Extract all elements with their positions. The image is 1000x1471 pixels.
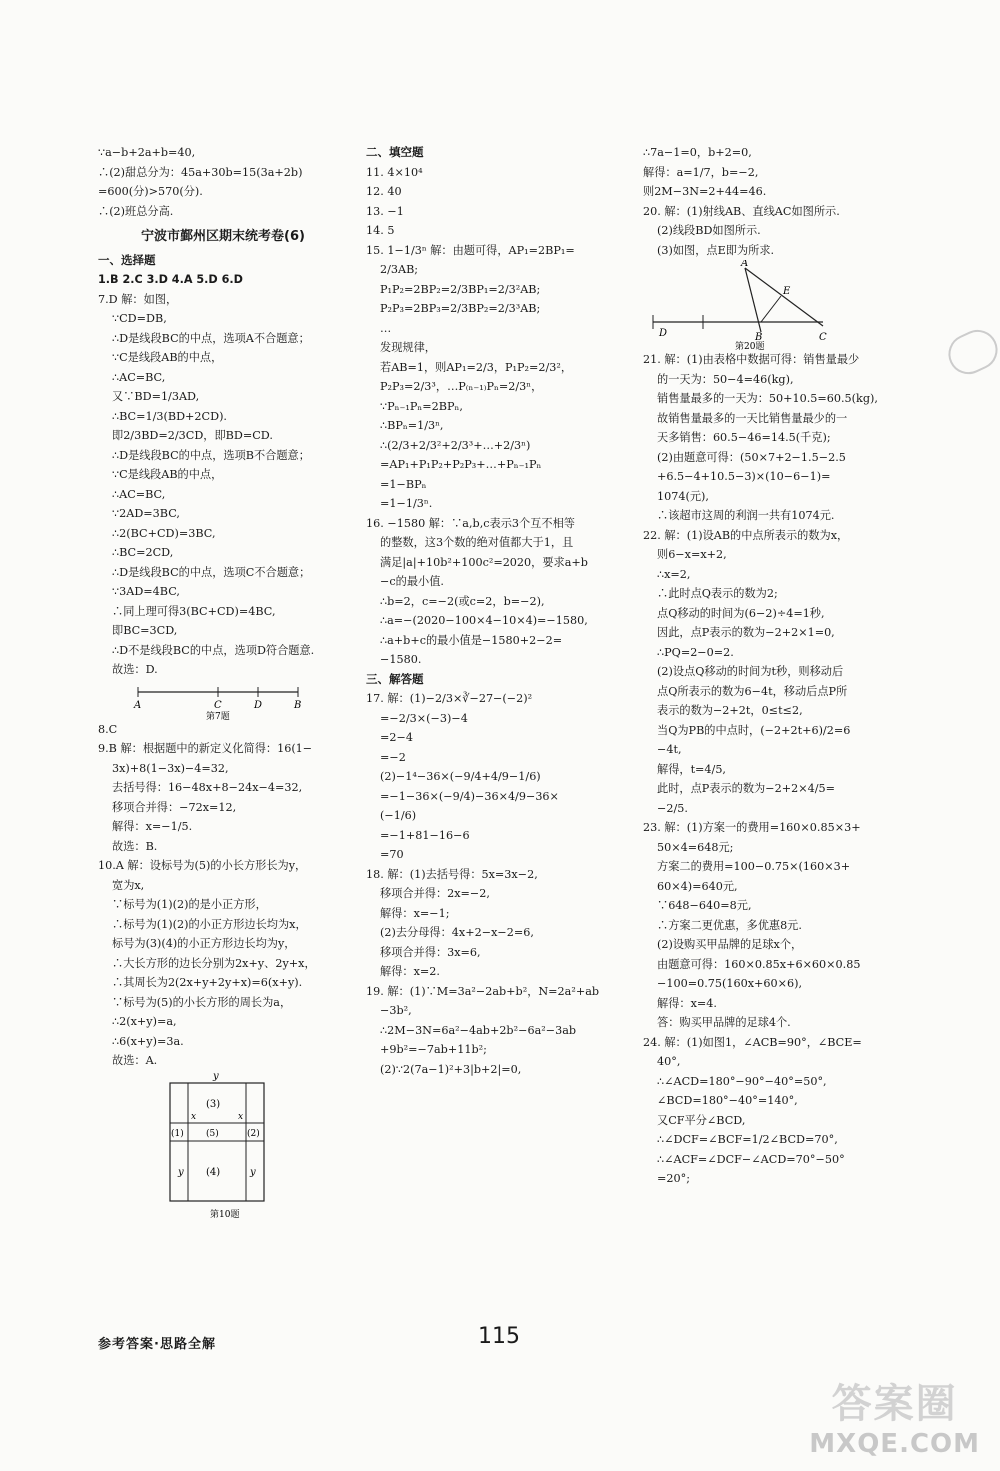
fig10-x-1: x	[191, 1111, 197, 1122]
question-9	[98, 739, 348, 856]
text-line: 解得：x=−1/5.	[112, 820, 193, 833]
fig10-y-left: y	[178, 1166, 184, 1178]
text-line: ∴(2/3+2/3²+2/3³+…+2/3ⁿ)	[380, 438, 531, 452]
text-line: =20°;	[657, 1172, 690, 1185]
question-22	[643, 526, 883, 819]
text-line: ∴该超市这周的利润一共有1074元.	[657, 509, 835, 522]
watermark	[809, 1372, 980, 1459]
text-line: ∴标号为(1)(2)的小正方形边长均为x，	[112, 917, 307, 931]
exam-title: 宁波市鄞州区期末统考卷(6)	[141, 229, 305, 244]
text-line: ∴其周长为2(2x+y+2y+x)=6(x+y).	[112, 976, 303, 989]
question-19	[366, 982, 616, 1080]
text-line: =−2/3×(−3)−4	[380, 711, 468, 725]
text-line: 天多销售：60.5−46=14.5(千克);	[657, 431, 831, 444]
text-line: 的整数，这3个数的绝对值都大于1，且	[380, 536, 574, 549]
text-line: 解得，t=4/5,	[657, 762, 726, 776]
text-line: 发现规律，	[380, 341, 436, 354]
text-line: +6.5−4+10.5−3)×(10−6−1)=	[657, 470, 831, 483]
watermark-url: MXQE.COM	[809, 1429, 980, 1459]
text-line: 方案二的费用=100−0.75×(160×3+	[657, 860, 851, 873]
text-line: ∴BC=1/3(BD+2CD).	[112, 409, 227, 423]
text-line: 解得：x=4.	[657, 996, 717, 1010]
page-number: 115	[478, 1324, 520, 1349]
text-line: −3b²,	[380, 1004, 412, 1017]
text-line: 销售量最多的一天为：50+10.5=60.5(kg),	[657, 392, 878, 405]
text-line: =−1+81−16−6	[380, 828, 470, 842]
figure-20-svg	[643, 260, 883, 350]
text-line: 11. 4×10⁴	[366, 165, 423, 179]
fig7-label-d: D	[254, 699, 263, 711]
text-line: ∴x=2,	[657, 567, 691, 581]
text-line: ∴D不是线段BC的中点，选项D符合题意.	[112, 643, 315, 657]
text-line: 3x)+8(1−3x)−4=32,	[112, 761, 229, 775]
text-line: ∵标号为(5)的小长方形的周长为a，	[112, 995, 292, 1009]
text-line: =70	[380, 848, 404, 861]
text-line: −4t,	[657, 743, 682, 756]
text-line: 又CF平分∠BCD,	[657, 1113, 746, 1127]
fig7-label-c: C	[214, 699, 222, 711]
text-line: ∵标号为(1)(2)的是小正方形，	[112, 898, 267, 911]
text-line: 又∵BD=1/3AD,	[112, 390, 200, 403]
text-line: P₂P₃=2/3³，…P₍ₙ₋₁₎Pₙ=2/3ⁿ，	[380, 380, 543, 393]
text-line: (2)去分母得：4x+2−x−2=6,	[380, 926, 534, 939]
text-line: −2/5.	[657, 801, 688, 815]
text-line: ∵C是线段AB的中点，	[112, 468, 223, 481]
text-line: 17. 解：(1)−2/3×∛−27−(−2)²	[366, 692, 533, 705]
question-16	[366, 514, 616, 670]
text-line: +9b²=−7ab+11b²;	[380, 1043, 487, 1056]
text-line: 故选：A.	[112, 1054, 158, 1067]
text-line: ∴2(x+y)=a,	[112, 1015, 177, 1028]
text-line: ∴D是线段BC的中点，选项A不合题意；	[112, 331, 310, 345]
text-line: 解得：x=−1;	[380, 906, 450, 920]
text-line: 解得：a=1/7，b=−2,	[643, 165, 759, 179]
text-line: ∴7a−1=0，b+2=0,	[643, 146, 752, 159]
text-line: 16. −1580 解：∵a,b,c表示3个互不相等	[366, 516, 575, 530]
question-17	[366, 689, 616, 865]
text-line: −100=0.75(160x+60×6),	[657, 977, 803, 990]
text-line: 12. 40	[366, 185, 402, 198]
text-line: 即BC=3CD,	[112, 624, 178, 637]
question-20	[643, 202, 883, 261]
text-line: ∴∠ACD=180°−90°−40°=50°,	[657, 1074, 827, 1088]
text-line: ∠BCD=180°−40°=140°,	[657, 1094, 798, 1107]
text-line: ∴(2)甜总分为：45a+30b=15(3a+2b)	[98, 165, 303, 179]
text-line: 点Q移动的时间为(6−2)÷4=1秒,	[657, 606, 825, 620]
watermark-logo: 答案圈	[831, 1381, 958, 1427]
text-line: ∴b=2，c=−2(或c=2，b=−2),	[380, 594, 545, 608]
text-line: ∴此时点Q表示的数为2;	[657, 587, 778, 600]
text-line: ∴同上理可得3(BC+CD)=4BC,	[112, 604, 276, 618]
text-line: P₂P₃=2BP₃=2/3BP₂=2/3³AB;	[380, 302, 541, 315]
question-23	[643, 818, 883, 1033]
text-line: 由题意可得：160×0.85x+6×60×0.85	[657, 957, 861, 971]
col3-top-lines	[643, 143, 883, 202]
text-line: =2−4	[380, 731, 413, 744]
question-21	[643, 350, 883, 526]
text-line: 点Q所表示的数为6−4t，移动后点P所	[657, 684, 848, 698]
text-line: 24. 解：(1)如图1，∠ACB=90°，∠BCE=	[643, 1035, 862, 1049]
text-line: ∴2M−3N=6a²−4ab+2b²−6a²−3ab	[380, 1023, 577, 1037]
text-line: 则2M−3N=2+44=46.	[643, 185, 767, 198]
text-line: 20. 解：(1)射线AB、直线AC如图所示.	[643, 204, 840, 218]
text-line: 解得：x=2.	[380, 965, 440, 978]
fig10-label-4: (4)	[206, 1166, 221, 1178]
text-line: ∴BPₙ=1/3ⁿ,	[380, 419, 444, 432]
fig7-label-b: B	[294, 699, 302, 711]
text-line: (2)设点Q移动的时间为t秒，则移动后	[657, 665, 844, 678]
text-line: 若AB=1，则AP₁=2/3，P₁P₂=2/3²，	[380, 360, 573, 374]
fig10-label-3: (3)	[206, 1098, 221, 1110]
text-line: ∴∠ACF=∠DCF−∠ACD=70°−50°	[657, 1152, 845, 1166]
text-line: 满足|a|+10b²+100c²=2020，要求a+b	[380, 555, 588, 569]
text-line: (2)由题意可得：(50×7+2−1.5−2.5	[657, 450, 846, 464]
text-line: ∴AC=BC,	[112, 370, 166, 384]
text-line: ∵C是线段AB的中点，	[112, 351, 223, 364]
text-line: 23. 解：(1)方案一的费用=160×0.85×3+	[643, 821, 861, 834]
text-line: 18. 解：(1)去括号得：5x=3x−2,	[366, 867, 538, 881]
fig10-x-2: x	[238, 1111, 244, 1122]
fig20-segment-be	[761, 296, 781, 322]
figure-7	[98, 680, 348, 720]
column-3	[643, 143, 883, 1189]
fig10-label-1: (1)	[171, 1128, 184, 1139]
question-7	[98, 290, 348, 680]
fig20-caption: 第20题	[735, 342, 765, 350]
text-line: (2)−1⁴−36×(−9/4+4/9−1/6)	[380, 770, 541, 783]
fig20-label-a: A	[741, 260, 749, 269]
section-solve: 三、解答题	[366, 671, 424, 686]
col1-top-lines	[98, 143, 348, 221]
text-line: 1074(元),	[657, 489, 709, 503]
column-2	[366, 143, 616, 1079]
text-line: 15. 1−1/3ⁿ 解：由题可得，AP₁=2BP₁=	[366, 243, 575, 257]
fig7-label-a: A	[134, 699, 142, 711]
text-line: ∵2AD=3BC,	[112, 507, 180, 520]
text-line: P₁P₂=2BP₂=2/3BP₁=2/3²AB;	[380, 282, 541, 296]
question-24	[643, 1033, 883, 1189]
figure-20	[643, 260, 883, 350]
text-line: 7.D 解：如图，	[98, 292, 178, 306]
question-10	[98, 856, 348, 1071]
text-line: ∴∠DCF=∠BCF=1/2∠BCD=70°,	[657, 1133, 838, 1146]
text-line: =1−BPₙ	[380, 477, 427, 491]
text-line: −c的最小值.	[380, 575, 444, 588]
text-line: ∵Pₙ₋₁Pₙ=2BPₙ,	[380, 399, 463, 413]
answers-1-6: 1.B 2.C 3.D 4.A 5.D 6.D	[98, 273, 243, 286]
text-line: (−1/6)	[380, 809, 417, 822]
text-line: 故选：B.	[112, 839, 158, 853]
text-line: 即2/3BD=2/3CD，即BD=CD.	[112, 429, 273, 442]
text-line: 则6−x=x+2,	[657, 548, 727, 561]
text-line: ∴a=−(2020−100×4−10×4)=−1580,	[380, 614, 588, 627]
question-18	[366, 865, 616, 982]
text-line: ∴D是线段BC的中点，选项B不合题意；	[112, 448, 310, 462]
text-line: 40°,	[657, 1055, 681, 1068]
text-line: 13. −1	[366, 204, 404, 218]
fig10-y-right: y	[250, 1166, 256, 1178]
text-line: =600(分)>570(分).	[98, 185, 203, 198]
text-line: 10.A 解：设标号为(5)的小长方形长为y，	[98, 859, 307, 872]
figure-10	[98, 1071, 348, 1221]
text-line: ∴AC=BC,	[112, 487, 166, 501]
text-line: ∴PQ=2−0=2.	[657, 645, 734, 659]
text-line: ∵648−640=8元,	[657, 899, 752, 912]
section-fill: 二、填空题	[366, 145, 424, 159]
text-line: =AP₁+P₁P₂+P₂P₃+…+Pₙ₋₁Pₙ	[380, 458, 542, 471]
fig10-label-5: (5)	[206, 1128, 219, 1139]
fig10-y-top: y	[213, 1070, 219, 1082]
text-line: 19. 解：(1)∵M=3a²−2ab+b²，N=2a²+ab	[366, 984, 600, 998]
text-line: 9.B 解：根据题中的新定义化简得：16(1−	[98, 742, 313, 755]
text-line: 去括号得：16−48x+8−24x−4=32,	[112, 781, 303, 794]
text-line: 当Q为PB的中点时，(−2+2t+6)/2=6	[657, 723, 851, 737]
text-line: 故选：D.	[112, 663, 158, 676]
text-line: ∴BC=2CD,	[112, 546, 174, 559]
fig10-label-2: (2)	[247, 1128, 260, 1139]
text-line: =1−1/3ⁿ.	[380, 497, 433, 510]
text-line: 此时，点P表示的数为−2+2×4/5=	[657, 782, 835, 795]
section-choice: 一、选择题	[98, 252, 156, 267]
text-line: ∴方案二更优惠，多优惠8元.	[657, 918, 802, 932]
fig20-label-b: B	[755, 332, 763, 343]
figure-7-svg	[98, 680, 348, 720]
text-line: ∵CD=DB,	[112, 312, 167, 325]
fig7-caption: 第7题	[206, 711, 230, 720]
text-line: 答：购买甲品牌的足球4个.	[657, 1016, 791, 1029]
question-15	[366, 241, 616, 514]
fig20-label-d: D	[659, 328, 668, 339]
footer-label: 参考答案·思路全解	[98, 1337, 216, 1352]
text-line: 宽为x,	[112, 878, 145, 892]
text-line: (3)如图，点E即为所求.	[657, 243, 775, 257]
text-line: 因此，点P表示的数为−2+2×1=0,	[657, 626, 835, 639]
fig20-label-e: E	[783, 286, 791, 297]
text-line: =−1−36×(−9/4)−36×4/9−36×	[380, 789, 559, 803]
text-line: ∴(2)班总分高.	[98, 204, 174, 218]
question-8: 8.C	[98, 722, 118, 736]
text-line: −1580.	[380, 653, 422, 666]
text-line: (2)∵2(7a−1)²+3|b+2|=0,	[380, 1062, 522, 1076]
text-line: 表示的数为−2+2t，0≤t≤2,	[657, 704, 803, 717]
text-line: 移项合并得：2x=−2,	[380, 887, 490, 900]
text-line: 50×4=648元;	[657, 840, 734, 854]
text-line: 移项合并得：3x=6,	[380, 945, 481, 959]
text-line: 22. 解：(1)设AB的中点所表示的数为x，	[643, 528, 849, 542]
text-line: …	[380, 321, 392, 335]
margin-stamp-icon	[942, 323, 1000, 380]
text-line: ∵a−b+2a+b=40,	[98, 146, 196, 159]
text-line: (2)线段BD如图所示.	[657, 224, 761, 237]
text-line: =−2	[380, 750, 406, 764]
text-line: 移项合并得：−72x=12,	[112, 800, 237, 814]
fig10-caption: 第10题	[210, 1209, 240, 1220]
text-line: 标号为(3)(4)的小正方形边长均为y，	[112, 937, 296, 950]
text-line: ∴6(x+y)=3a.	[112, 1034, 184, 1048]
text-line: 14. 5	[366, 224, 395, 237]
text-line: 故销售量最多的一天比销售量最少的一	[657, 411, 848, 425]
text-line: ∴D是线段BC的中点，选项C不合题意；	[112, 565, 311, 579]
text-line: ∵3AD=4BC,	[112, 585, 180, 598]
text-line: 60×4)=640元,	[657, 879, 738, 893]
text-line: ∴2(BC+CD)=3BC,	[112, 526, 216, 540]
fig20-line-ac	[745, 268, 823, 326]
text-line: ∴大长方形的边长分别为2x+y、2y+x，	[112, 956, 316, 970]
text-line: 的一天为：50−4=46(kg),	[657, 372, 794, 386]
figure-10-svg	[98, 1071, 348, 1221]
text-line: ∴a+b+c的最小值是−1580+2−2=	[380, 633, 563, 647]
fig20-label-c: C	[819, 332, 827, 343]
text-line: (2)设购买甲品牌的足球x个，	[657, 938, 803, 951]
column-1	[98, 143, 348, 1221]
text-line: 2/3AB;	[380, 263, 419, 276]
fill-answers	[366, 163, 616, 241]
text-line: 21. 解：(1)由表格中数据可得：销售量最少	[643, 353, 860, 366]
